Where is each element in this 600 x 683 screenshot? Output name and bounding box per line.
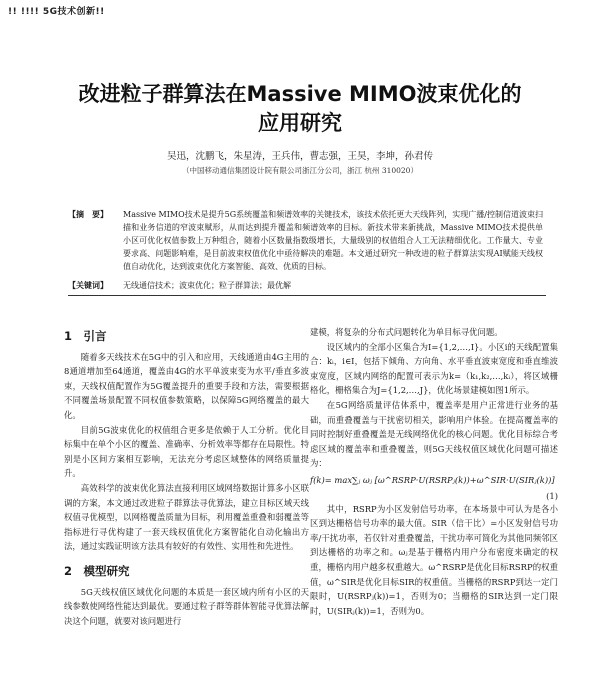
paper-title [40, 80, 560, 138]
keywords [68, 279, 543, 292]
abstract [68, 208, 543, 273]
section-1-paragraph-3: 高效科学的波束优化算法直接利用区域网络数据计算多小区联调的方案，本文通过改进粒子群算法寻优算法，建立目标区域天线权值寻优模型，以网格覆盖质量为目标，利用覆盖重叠和弱覆盖等指标进行寻优构建了一套天线权值优化方案智能化自动化输出方法，通过实践证明该方法具有较好的有效性、实用性和先进性。 [64, 482, 309, 552]
right-paragraph-3: 其中，RSRP为小区发射信号功率，在本场景中可认为是各小区到达栅格信号功率的最大值。SIR（信干比）=小区发射信号功率/干扰功率，若仅针对重叠覆盖，干扰功率可简化为其他同频邻区到达栅格的功率之和。ωⱼ是基于栅格内用户分布密度来确定的权重，栅格内用户越多权重越大。ω^RSRP是优化目标RSRP的权重值，ω^SIR是优化目标SIR的权重值。当栅格的RSRP到达一定门限时，U(RSRPⱼ(k))=1，否则为0；当栅格的SIR达到一定门限时，U(SIRⱼ(k))=1，否则为0。 [310, 503, 558, 616]
right-paragraph-2: 在5G网络质量评估体系中，覆盖率是用户正常进行业务的基础，而重叠覆盖与干扰密切相关，影响用户体验。在提高覆盖率的同时控制好重叠覆盖是无线网络优化的核心问题。优化目标综合考虑区域的覆盖率和重叠覆盖，则5G天线权值区域优化问题可描述为： [310, 399, 558, 469]
equation-number: (1) [546, 490, 558, 501]
section-2-heading: 2 模型研究 [64, 563, 130, 578]
affiliation: （中国移动通信集团设计院有限公司浙江分公司，浙江 杭州 310020） [182, 166, 418, 175]
equation-1 [310, 473, 558, 501]
abstract-divider [68, 295, 546, 296]
title-line-2: 应用研究 [258, 111, 342, 135]
section-1-heading: 1 引言 [64, 329, 107, 343]
right-paragraph-0: 建模，将复杂的分布式问题转化为单目标寻优问题。 [310, 327, 503, 337]
abstract-label: 【摘 要】 [68, 209, 108, 219]
authors: 吴迅，沈鹏飞，朱星涛，王兵伟，曹志强，王昊，李坤，孙君传 [166, 151, 433, 162]
keywords-text: 无线通信技术；波束优化；粒子群算法；最优解 [123, 281, 291, 290]
header-tag: !! !!!! 5G技术创新!! [8, 7, 105, 17]
abstract-text: Massive MIMO技术是提升5G系统覆盖和频谱效率的关键技术，该技术依托更大天线阵列，实现广播/控制信道波束扫描和业务信道的窄波束赋形，从而达到提升覆盖和频谱效率的目标。新技术带来新挑战，Massive MIMO技术提供单小区可优化权值参数上万种组合，随着小区数量指数级增长，大量级别的权值组合人工无法精细优化。工作量大、专业要求高、问题影响难，是目前波束权值优化中亟待解决的难题。本文通过研究一种改进的粒子群算法实现AI赋能天线权值自动优化，达到波束优化方案智能、高效、优质的目标。 [123, 210, 543, 271]
equation-formula: f(k)= max∑ⱼ ωⱼ [ω^RSRP·U(RSRPⱼ(k))+ω^SIR·U(SIRⱼ(k))] [310, 474, 555, 485]
right-column [310, 325, 558, 618]
title-line-1: 改进粒子群算法在Massive MIMO波束优化的 [78, 82, 522, 106]
section-1-paragraph-1: 随着多天线技术在5G中的引入和应用，天线通道由4G主用的8通道增加至64通道，覆盖由4G的水平单波束变为水平/垂直多波束，天线权值配置作为5G覆盖提升的重要手段和方法，需要根据不同覆盖场景配置不同权值参数策略，以保障5G网络覆盖的最大化。 [64, 351, 309, 420]
left-column [64, 325, 309, 628]
section-2-paragraph-1: 5G天线权值区域优化问题的本质是一套区域内所有小区的天线参数使网络性能达到最优。要通过粒子群等群体智能寻优算法解决这个问题，就要对该问题进行 [64, 586, 309, 626]
right-paragraph-1: 设区域内的全部小区集合为I={1,2,…,I}。小区i的天线配置集合：kᵢ，i∈I，包括下倾角、方向角、水平垂直波束宽度和垂直维波束宽度，区域内网络的配置可表示为k=（k₁,k₂,…,kᵢ），将区域栅格化，栅格集合为J={1,2,…,J}，优化场景建模如图1所示。 [310, 341, 558, 396]
keywords-label: 【关键词】 [68, 280, 108, 290]
section-1-paragraph-2: 目前5G波束优化的权值组合更多是依赖于人工分析。优化目标集中在单个小区的覆盖、准确率、分析效率等都存在局限性。特别是小区间方案相互影响，无法充分考虑区域整体的网络质量提升。 [64, 424, 309, 479]
